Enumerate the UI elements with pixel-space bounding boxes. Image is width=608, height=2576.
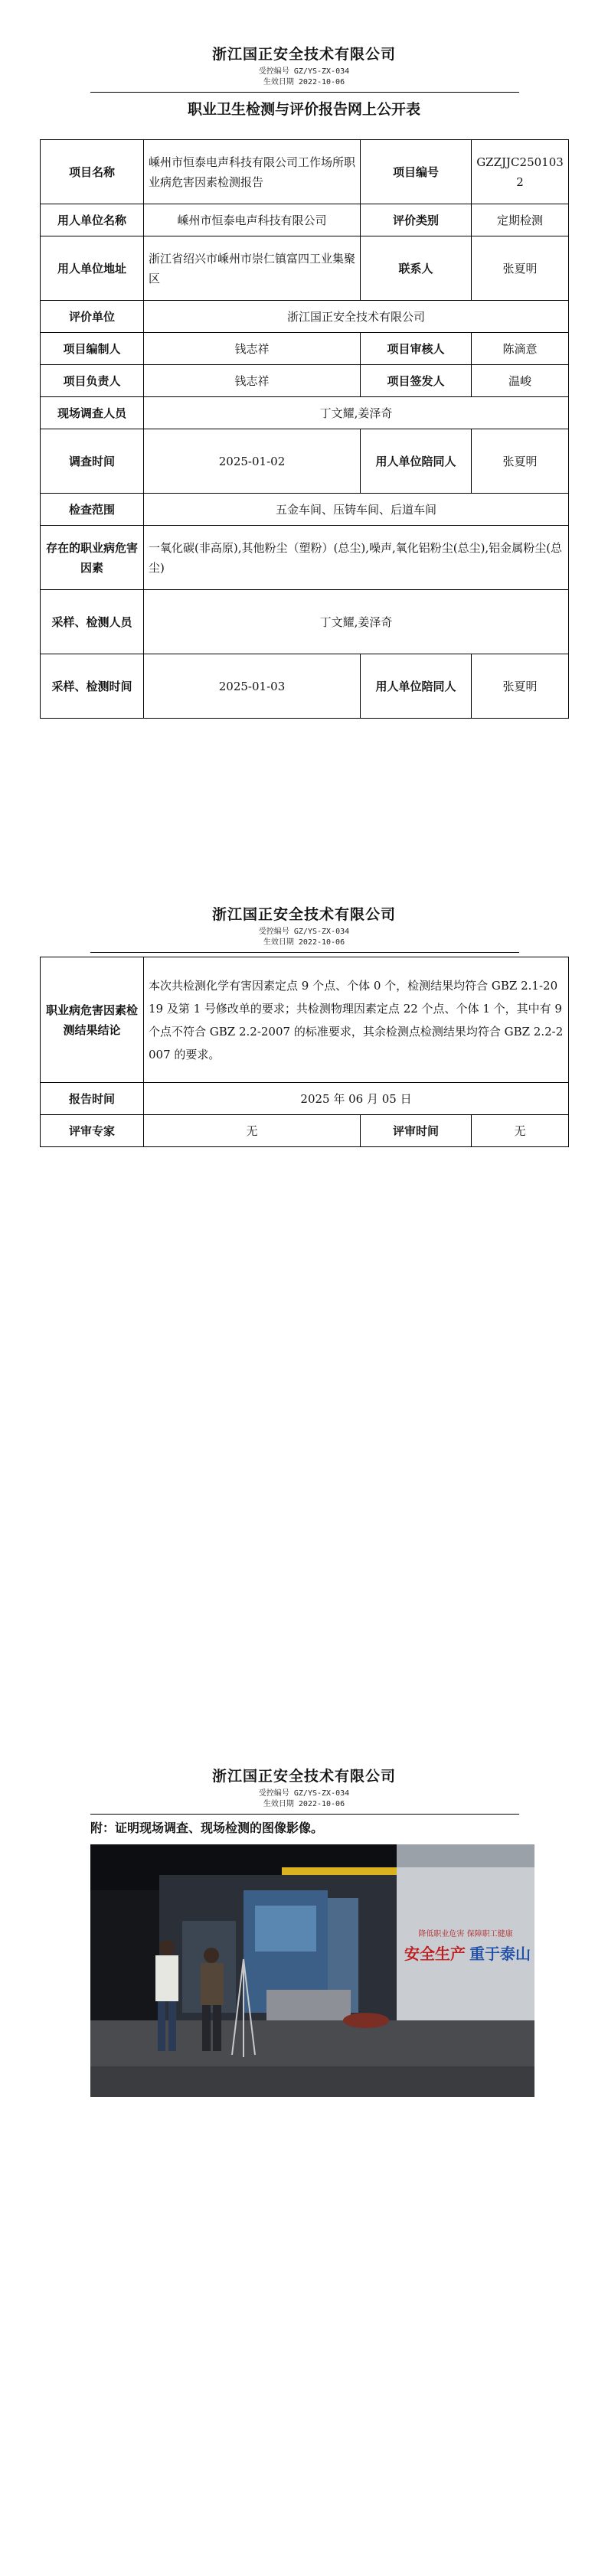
survey-time-label: 调查时间 (41, 429, 144, 494)
effective-date: 生效日期 2022-10-06 (263, 78, 345, 86)
report-time-label: 报告时间 (41, 1083, 144, 1115)
employer-name-label: 用人单位名称 (41, 204, 144, 236)
accompany-label: 用人单位陪同人 (361, 429, 472, 494)
effective-date: 生效日期 2022-10-06 (263, 1800, 345, 1808)
eval-unit: 浙江国正安全技术有限公司 (144, 301, 569, 333)
site-photo-illustration (90, 1844, 534, 2097)
conclusion-text: 本次共检测化学有害因素定点 9 个点、个体 0 个，检测结果均符合 GBZ 2.1-2019 及第 1 号修改单的要求；共检测物理因素定点 22 个点、个体 1 个，其中有 9 个点不符合 GBZ 2.2-2007 的标准要求，其余检测点检测结果均符合 GBZ 2.2-2007 的要求。 (144, 957, 569, 1083)
investigators: 丁文耀,姜泽奇 (144, 397, 569, 429)
header-divider (90, 92, 519, 93)
eval-unit-label: 评价单位 (41, 301, 144, 333)
project-name: 嵊州市恒泰电声科技有限公司工作场所职业病危害因素检测报告 (144, 140, 361, 204)
compiler-label: 项目编制人 (41, 333, 144, 365)
header-divider (90, 952, 519, 953)
hazards-label: 存在的职业病危害因素 (41, 526, 144, 590)
accompany2: 张夏明 (472, 654, 569, 719)
leader-label: 项目负责人 (41, 365, 144, 397)
samplers-label: 采样、检测人员 (41, 590, 144, 654)
control-number: 受控编号 GZ/YS-ZX-034 (258, 67, 350, 76)
header-divider (90, 1814, 519, 1815)
conclusion-label: 职业病危害因素检测结果结论 (41, 957, 144, 1083)
employer-address-label: 用人单位地址 (41, 236, 144, 301)
conclusion-table (40, 957, 569, 1147)
slogan-b: 重于泰山 (469, 1945, 531, 1963)
sampling-time-label: 采样、检测时间 (41, 654, 144, 719)
reviewer-label: 项目审核人 (361, 333, 472, 365)
site-photo (90, 1844, 534, 2097)
experts: 无 (144, 1115, 361, 1147)
project-no-label: 项目编号 (361, 140, 472, 204)
compiler: 钱志祥 (144, 333, 361, 365)
contact: 张夏明 (472, 236, 569, 301)
page3-header (0, 1765, 608, 1810)
hazards: 一氧化碳(非高原),其他粉尘（塑粉）(总尘),噪声,氧化铝粉尘(总尘),铝金属粉尘(总尘) (144, 526, 569, 590)
scope: 五金车间、压铸车间、后道车间 (144, 494, 569, 526)
sampling-time: 2025-01-03 (144, 654, 361, 719)
leader: 钱志祥 (144, 365, 361, 397)
issuer: 温峻 (472, 365, 569, 397)
control-number: 受控编号 GZ/YS-ZX-034 (258, 928, 350, 936)
review-time: 无 (472, 1115, 569, 1147)
reviewer: 陈滴意 (472, 333, 569, 365)
report-title: 职业卫生检测与评价报告网上公开表 (187, 101, 420, 118)
attachment-caption: 附：证明现场调查、现场检测的图像影像。 (90, 1821, 324, 1835)
report-time: 2025 年 06 月 05 日 (144, 1083, 569, 1115)
company-name: 浙江国正安全技术有限公司 (211, 906, 396, 923)
experts-label: 评审专家 (41, 1115, 144, 1147)
investigators-label: 现场调查人员 (41, 397, 144, 429)
slogan-a: 安全生产 (404, 1945, 466, 1963)
disclosure-table (40, 139, 569, 719)
company-name: 浙江国正安全技术有限公司 (211, 1768, 396, 1785)
company-name: 浙江国正安全技术有限公司 (211, 46, 396, 63)
page1-header (0, 43, 608, 88)
survey-time: 2025-01-02 (144, 429, 361, 494)
slogan-top: 降低职业危害 保障职工健康 (418, 1930, 513, 1939)
contact-label: 联系人 (361, 236, 472, 301)
issuer-label: 项目签发人 (361, 365, 472, 397)
employer-address: 浙江省绍兴市嵊州市崇仁镇富四工业集聚区 (144, 236, 361, 301)
eval-type: 定期检测 (472, 204, 569, 236)
review-time-label: 评审时间 (361, 1115, 472, 1147)
page2-header (0, 903, 608, 948)
project-name-label: 项目名称 (41, 140, 144, 204)
project-no: GZZJJC2501032 (472, 140, 569, 204)
effective-date: 生效日期 2022-10-06 (263, 938, 345, 947)
scope-label: 检查范围 (41, 494, 144, 526)
accompany2-label: 用人单位陪同人 (361, 654, 472, 719)
eval-type-label: 评价类别 (361, 204, 472, 236)
control-number: 受控编号 GZ/YS-ZX-034 (258, 1789, 350, 1798)
accompany: 张夏明 (472, 429, 569, 494)
samplers: 丁文耀,姜泽奇 (144, 590, 569, 654)
employer-name: 嵊州市恒泰电声科技有限公司 (144, 204, 361, 236)
